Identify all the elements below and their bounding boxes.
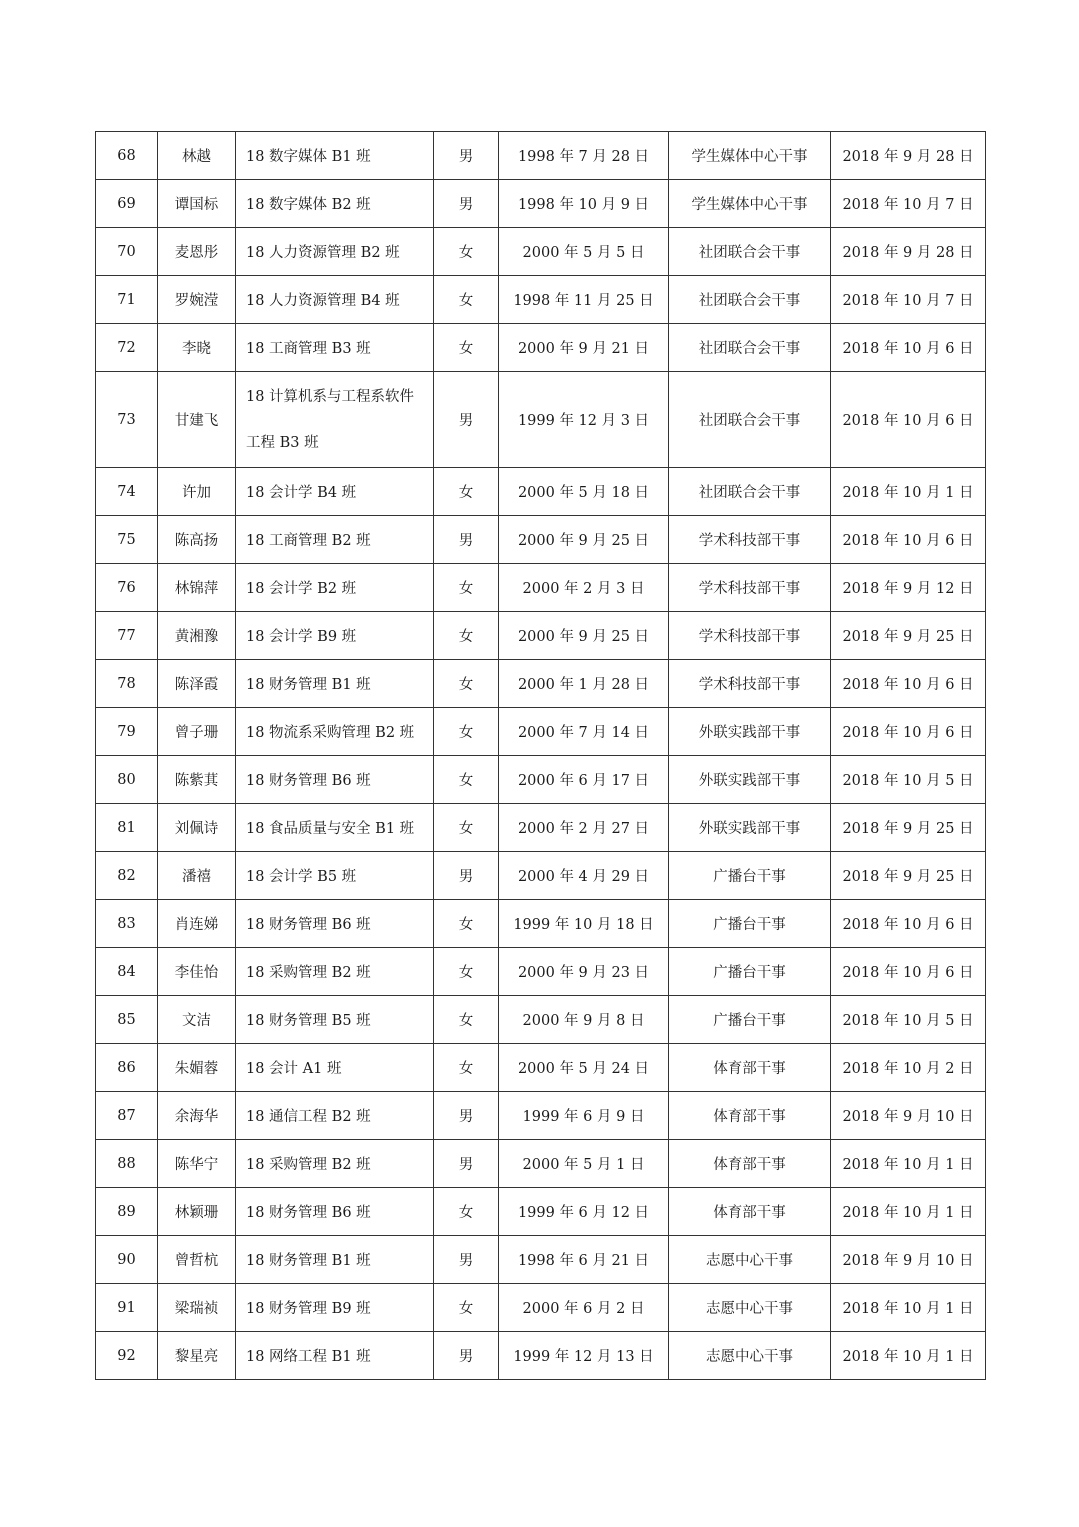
cell-class: 18 财务管理 B5 班	[236, 996, 434, 1044]
cell-name: 陈紫萁	[158, 756, 236, 804]
cell-index: 88	[96, 1140, 158, 1188]
table-row	[96, 372, 986, 468]
cell-index: 91	[96, 1284, 158, 1332]
cell-index: 84	[96, 948, 158, 996]
cell-position: 体育部干事	[669, 1140, 831, 1188]
cell-gender: 男	[434, 1092, 499, 1140]
cell-join-date: 2018 年 10 月 2 日	[831, 1044, 986, 1092]
cell-class: 18 会计学 B5 班	[236, 852, 434, 900]
cell-join-date: 2018 年 9 月 28 日	[831, 132, 986, 180]
cell-name: 梁瑞祯	[158, 1284, 236, 1332]
cell-class: 18 会计学 B4 班	[236, 468, 434, 516]
cell-birthdate: 1999 年 6 月 12 日	[499, 1188, 669, 1236]
cell-class: 18 工商管理 B3 班	[236, 324, 434, 372]
cell-position: 学术科技部干事	[669, 564, 831, 612]
cell-birthdate: 2000 年 9 月 25 日	[499, 612, 669, 660]
cell-gender: 男	[434, 1140, 499, 1188]
cell-birthdate: 2000 年 9 月 8 日	[499, 996, 669, 1044]
cell-index: 68	[96, 132, 158, 180]
cell-position: 社团联合会干事	[669, 468, 831, 516]
cell-birthdate: 2000 年 4 月 29 日	[499, 852, 669, 900]
cell-class: 18 采购管理 B2 班	[236, 948, 434, 996]
cell-name: 文洁	[158, 996, 236, 1044]
table-row	[96, 1332, 986, 1380]
cell-class: 18 采购管理 B2 班	[236, 1140, 434, 1188]
table-row	[96, 804, 986, 852]
cell-position: 外联实践部干事	[669, 756, 831, 804]
cell-position: 志愿中心干事	[669, 1284, 831, 1332]
cell-birthdate: 2000 年 5 月 5 日	[499, 228, 669, 276]
cell-position: 学生媒体中心干事	[669, 132, 831, 180]
cell-class: 18 财务管理 B1 班	[236, 1236, 434, 1284]
table-row	[96, 276, 986, 324]
table-row	[96, 1284, 986, 1332]
cell-join-date: 2018 年 10 月 5 日	[831, 756, 986, 804]
cell-birthdate: 1999 年 6 月 9 日	[499, 1092, 669, 1140]
table-row	[96, 1092, 986, 1140]
cell-birthdate: 1998 年 10 月 9 日	[499, 180, 669, 228]
cell-gender: 女	[434, 564, 499, 612]
cell-index: 77	[96, 612, 158, 660]
cell-name: 李晓	[158, 324, 236, 372]
table-row	[96, 996, 986, 1044]
cell-gender: 女	[434, 1044, 499, 1092]
cell-class: 18 计算机系与工程系软件工程 B3 班	[236, 372, 434, 468]
cell-position: 社团联合会干事	[669, 372, 831, 468]
cell-gender: 女	[434, 804, 499, 852]
cell-gender: 男	[434, 180, 499, 228]
cell-join-date: 2018 年 10 月 6 日	[831, 660, 986, 708]
cell-join-date: 2018 年 10 月 7 日	[831, 180, 986, 228]
cell-index: 72	[96, 324, 158, 372]
table-row	[96, 852, 986, 900]
cell-name: 朱媚蓉	[158, 1044, 236, 1092]
cell-class: 18 人力资源管理 B4 班	[236, 276, 434, 324]
cell-birthdate: 2000 年 5 月 18 日	[499, 468, 669, 516]
cell-name: 黄湘豫	[158, 612, 236, 660]
cell-birthdate: 2000 年 9 月 23 日	[499, 948, 669, 996]
table-row	[96, 1188, 986, 1236]
cell-gender: 男	[434, 516, 499, 564]
cell-index: 82	[96, 852, 158, 900]
cell-gender: 女	[434, 228, 499, 276]
cell-position: 志愿中心干事	[669, 1332, 831, 1380]
cell-name: 潘禧	[158, 852, 236, 900]
cell-index: 80	[96, 756, 158, 804]
cell-class: 18 财务管理 B6 班	[236, 756, 434, 804]
cell-birthdate: 2000 年 7 月 14 日	[499, 708, 669, 756]
cell-position: 外联实践部干事	[669, 708, 831, 756]
cell-birthdate: 1999 年 12 月 13 日	[499, 1332, 669, 1380]
cell-class: 18 财务管理 B6 班	[236, 900, 434, 948]
cell-index: 85	[96, 996, 158, 1044]
roster-body	[96, 132, 986, 1380]
cell-class: 18 会计学 B9 班	[236, 612, 434, 660]
table-row	[96, 1044, 986, 1092]
cell-class: 18 数字媒体 B2 班	[236, 180, 434, 228]
cell-join-date: 2018 年 10 月 6 日	[831, 708, 986, 756]
cell-join-date: 2018 年 10 月 6 日	[831, 900, 986, 948]
cell-gender: 女	[434, 612, 499, 660]
cell-class: 18 财务管理 B6 班	[236, 1188, 434, 1236]
table-row	[96, 564, 986, 612]
cell-join-date: 2018 年 10 月 6 日	[831, 948, 986, 996]
cell-class: 18 人力资源管理 B2 班	[236, 228, 434, 276]
cell-join-date: 2018 年 9 月 28 日	[831, 228, 986, 276]
cell-name: 黎星亮	[158, 1332, 236, 1380]
cell-index: 76	[96, 564, 158, 612]
cell-index: 74	[96, 468, 158, 516]
table-row	[96, 1140, 986, 1188]
cell-join-date: 2018 年 10 月 6 日	[831, 324, 986, 372]
table-row	[96, 900, 986, 948]
cell-join-date: 2018 年 10 月 1 日	[831, 1284, 986, 1332]
table-row	[96, 324, 986, 372]
cell-position: 广播台干事	[669, 900, 831, 948]
cell-index: 87	[96, 1092, 158, 1140]
cell-class: 18 物流系采购管理 B2 班	[236, 708, 434, 756]
cell-class: 18 工商管理 B2 班	[236, 516, 434, 564]
cell-join-date: 2018 年 9 月 12 日	[831, 564, 986, 612]
cell-join-date: 2018 年 10 月 1 日	[831, 1140, 986, 1188]
cell-gender: 女	[434, 708, 499, 756]
table-row	[96, 1236, 986, 1284]
cell-join-date: 2018 年 10 月 7 日	[831, 276, 986, 324]
cell-index: 70	[96, 228, 158, 276]
cell-birthdate: 1999 年 12 月 3 日	[499, 372, 669, 468]
cell-join-date: 2018 年 9 月 25 日	[831, 852, 986, 900]
cell-gender: 女	[434, 660, 499, 708]
cell-index: 75	[96, 516, 158, 564]
cell-join-date: 2018 年 9 月 10 日	[831, 1092, 986, 1140]
cell-position: 体育部干事	[669, 1092, 831, 1140]
table-row	[96, 180, 986, 228]
cell-join-date: 2018 年 10 月 1 日	[831, 468, 986, 516]
cell-name: 曾哲杭	[158, 1236, 236, 1284]
cell-class: 18 会计 A1 班	[236, 1044, 434, 1092]
cell-join-date: 2018 年 10 月 5 日	[831, 996, 986, 1044]
cell-position: 志愿中心干事	[669, 1236, 831, 1284]
cell-name: 许加	[158, 468, 236, 516]
cell-index: 92	[96, 1332, 158, 1380]
cell-birthdate: 2000 年 5 月 1 日	[499, 1140, 669, 1188]
cell-position: 广播台干事	[669, 852, 831, 900]
cell-gender: 男	[434, 852, 499, 900]
cell-position: 社团联合会干事	[669, 228, 831, 276]
cell-position: 体育部干事	[669, 1044, 831, 1092]
cell-birthdate: 2000 年 1 月 28 日	[499, 660, 669, 708]
cell-index: 78	[96, 660, 158, 708]
roster-table-container	[95, 131, 985, 1380]
cell-join-date: 2018 年 10 月 6 日	[831, 516, 986, 564]
cell-birthdate: 2000 年 2 月 3 日	[499, 564, 669, 612]
cell-class: 18 财务管理 B1 班	[236, 660, 434, 708]
cell-name: 麦恩彤	[158, 228, 236, 276]
cell-index: 81	[96, 804, 158, 852]
cell-name: 刘佩诗	[158, 804, 236, 852]
table-row	[96, 708, 986, 756]
cell-birthdate: 2000 年 5 月 24 日	[499, 1044, 669, 1092]
cell-gender: 女	[434, 276, 499, 324]
cell-birthdate: 1998 年 11 月 25 日	[499, 276, 669, 324]
cell-position: 学术科技部干事	[669, 516, 831, 564]
cell-name: 陈泽霞	[158, 660, 236, 708]
cell-birthdate: 2000 年 9 月 21 日	[499, 324, 669, 372]
cell-class: 18 通信工程 B2 班	[236, 1092, 434, 1140]
cell-name: 陈高扬	[158, 516, 236, 564]
cell-class: 18 网络工程 B1 班	[236, 1332, 434, 1380]
cell-position: 学生媒体中心干事	[669, 180, 831, 228]
cell-name: 陈华宁	[158, 1140, 236, 1188]
cell-birthdate: 2000 年 6 月 2 日	[499, 1284, 669, 1332]
cell-position: 学术科技部干事	[669, 660, 831, 708]
cell-name: 肖连娣	[158, 900, 236, 948]
table-row	[96, 516, 986, 564]
cell-join-date: 2018 年 10 月 1 日	[831, 1188, 986, 1236]
cell-gender: 女	[434, 756, 499, 804]
cell-join-date: 2018 年 10 月 6 日	[831, 372, 986, 468]
cell-name: 李佳怡	[158, 948, 236, 996]
cell-index: 83	[96, 900, 158, 948]
cell-gender: 男	[434, 1332, 499, 1380]
table-row	[96, 948, 986, 996]
cell-class: 18 数字媒体 B1 班	[236, 132, 434, 180]
cell-index: 90	[96, 1236, 158, 1284]
cell-position: 外联实践部干事	[669, 804, 831, 852]
cell-gender: 女	[434, 996, 499, 1044]
cell-birthdate: 1999 年 10 月 18 日	[499, 900, 669, 948]
cell-name: 罗婉滢	[158, 276, 236, 324]
cell-birthdate: 2000 年 9 月 25 日	[499, 516, 669, 564]
cell-index: 69	[96, 180, 158, 228]
cell-gender: 女	[434, 948, 499, 996]
table-row	[96, 660, 986, 708]
cell-index: 71	[96, 276, 158, 324]
cell-name: 曾子珊	[158, 708, 236, 756]
cell-join-date: 2018 年 9 月 25 日	[831, 804, 986, 852]
cell-index: 73	[96, 372, 158, 468]
cell-position: 广播台干事	[669, 948, 831, 996]
cell-birthdate: 2000 年 6 月 17 日	[499, 756, 669, 804]
cell-gender: 女	[434, 1284, 499, 1332]
cell-birthdate: 1998 年 6 月 21 日	[499, 1236, 669, 1284]
cell-birthdate: 1998 年 7 月 28 日	[499, 132, 669, 180]
cell-position: 广播台干事	[669, 996, 831, 1044]
table-row	[96, 228, 986, 276]
cell-class: 18 会计学 B2 班	[236, 564, 434, 612]
cell-gender: 男	[434, 372, 499, 468]
table-row	[96, 612, 986, 660]
cell-gender: 男	[434, 1236, 499, 1284]
cell-birthdate: 2000 年 2 月 27 日	[499, 804, 669, 852]
cell-name: 林锦萍	[158, 564, 236, 612]
cell-join-date: 2018 年 10 月 1 日	[831, 1332, 986, 1380]
table-row	[96, 132, 986, 180]
cell-name: 林颖珊	[158, 1188, 236, 1236]
cell-name: 余海华	[158, 1092, 236, 1140]
cell-position: 学术科技部干事	[669, 612, 831, 660]
cell-class: 18 财务管理 B9 班	[236, 1284, 434, 1332]
cell-gender: 男	[434, 132, 499, 180]
cell-name: 林越	[158, 132, 236, 180]
table-row	[96, 756, 986, 804]
roster-table	[95, 131, 986, 1380]
cell-name: 谭国标	[158, 180, 236, 228]
cell-gender: 女	[434, 900, 499, 948]
cell-gender: 女	[434, 324, 499, 372]
cell-class: 18 食品质量与安全 B1 班	[236, 804, 434, 852]
cell-gender: 女	[434, 468, 499, 516]
cell-position: 社团联合会干事	[669, 276, 831, 324]
cell-join-date: 2018 年 9 月 10 日	[831, 1236, 986, 1284]
cell-name: 甘建飞	[158, 372, 236, 468]
cell-index: 89	[96, 1188, 158, 1236]
cell-index: 86	[96, 1044, 158, 1092]
cell-position: 社团联合会干事	[669, 324, 831, 372]
cell-position: 体育部干事	[669, 1188, 831, 1236]
cell-gender: 女	[434, 1188, 499, 1236]
table-row	[96, 468, 986, 516]
cell-index: 79	[96, 708, 158, 756]
cell-join-date: 2018 年 9 月 25 日	[831, 612, 986, 660]
